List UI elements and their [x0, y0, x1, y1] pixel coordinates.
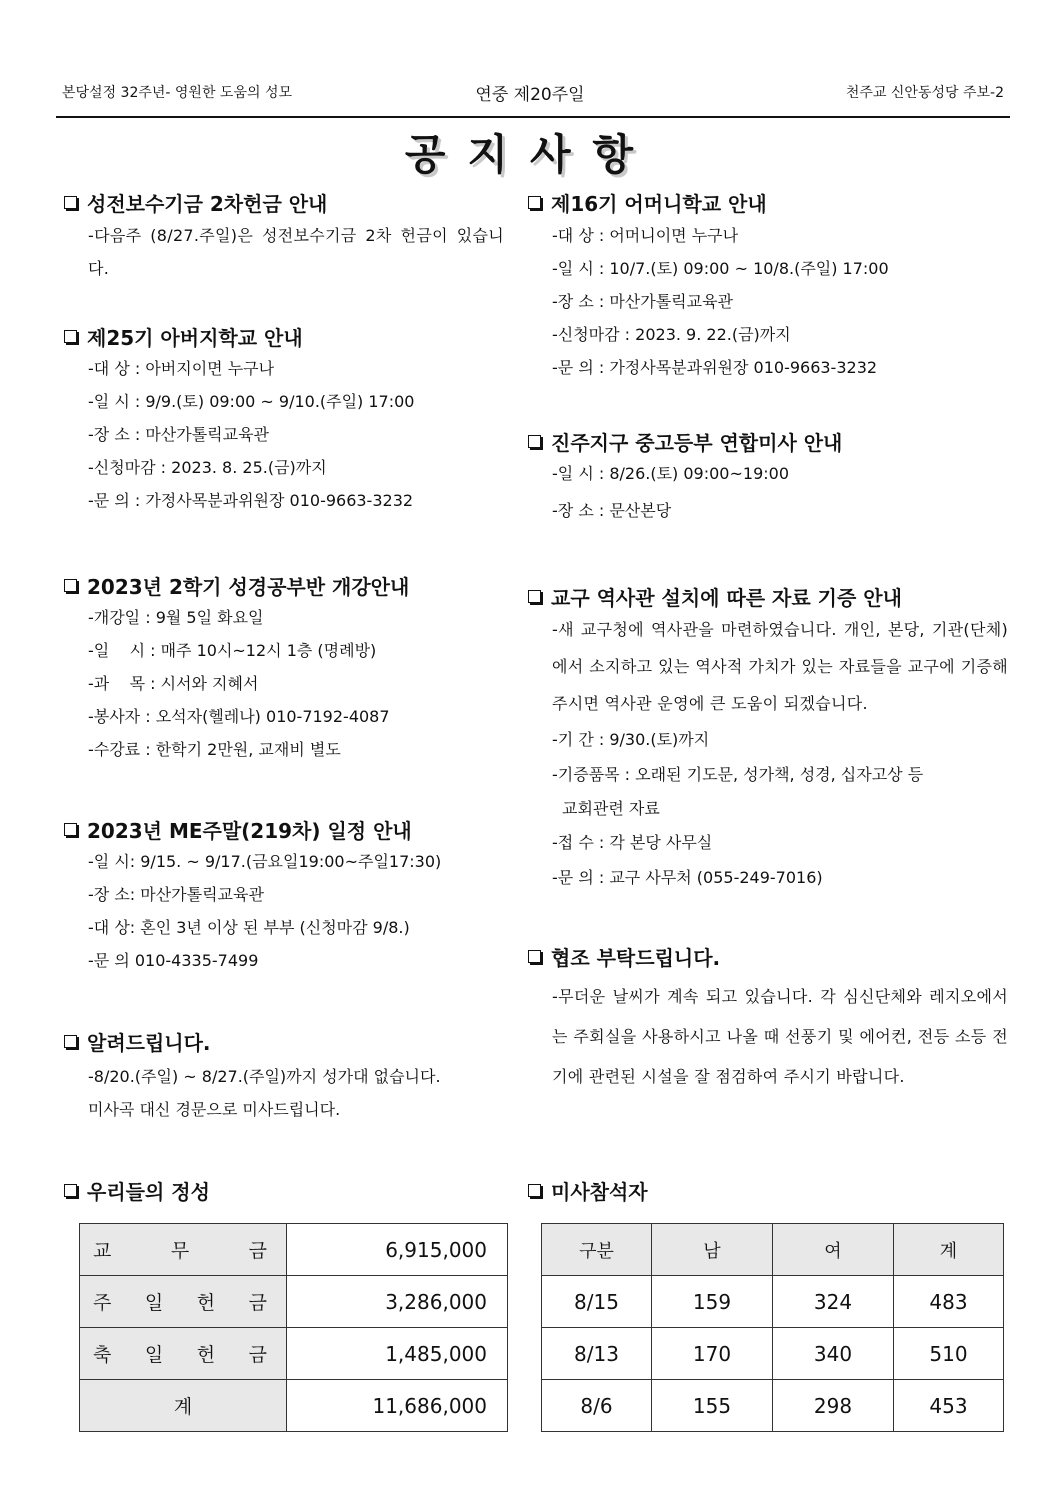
info-line: -개강일 : 9월 5일 화요일 [88, 608, 264, 627]
offering-total-value: 11,686,000 [287, 1380, 508, 1432]
table-row [542, 1380, 1004, 1432]
table-row [80, 1380, 508, 1432]
checkbox-bullet-icon [64, 196, 77, 209]
table-row [80, 1328, 508, 1380]
column-header: 여 [773, 1224, 894, 1276]
offering-value: 6,915,000 [287, 1224, 508, 1276]
table-cell: 170 [652, 1328, 773, 1380]
section-title: 제16기 어머니학교 안내 [551, 192, 767, 216]
info-line: -과 목 : 시서와 지혜서 [88, 674, 259, 693]
info-paragraph: -새 교구청에 역사관을 마련하였습니다. 개인, 본당, 기관(단체)에서 소지하고 있는 역사적 가치가 있는 자료들을 교구에 기증해 주시면 역사관 운영에 큰 도움이 되겠습니다. [552, 620, 1008, 713]
checkbox-bullet-icon [528, 1184, 541, 1197]
table-cell: 483 [894, 1276, 1004, 1328]
table-cell: 324 [773, 1276, 894, 1328]
section-title: 2023년 ME주말(219차) 일정 안내 [87, 819, 412, 843]
header-left: 본당설정 32주년- 영원한 도움의 성모 [62, 85, 293, 101]
info-line: -장 소 : 마산가톨릭교육관 [88, 425, 269, 444]
info-line: -신청마감 : 2023. 8. 25.(금)까지 [88, 458, 327, 477]
offering-total-label: 계 [80, 1380, 287, 1432]
info-line: -기 간 : 9/30.(토)까지 [552, 730, 710, 749]
info-line: -수강료 : 한학기 2만원, 교재비 별도 [88, 740, 341, 759]
checkbox-bullet-icon [64, 1184, 77, 1197]
offering-value: 1,485,000 [287, 1328, 508, 1380]
column-header: 남 [652, 1224, 773, 1276]
section-title: 알려드립니다. [87, 1031, 211, 1055]
info-line: -기증품목 : 오래된 기도문, 성가책, 성경, 십자고상 등 [552, 765, 924, 784]
info-line: -8/20.(주일) ~ 8/27.(주일)까지 성가대 없습니다. [88, 1067, 441, 1086]
section-title: 성전보수기금 2차헌금 안내 [87, 192, 328, 216]
section-me-weekend [64, 815, 504, 977]
info-line: 미사곡 대신 경문으로 미사드립니다. [88, 1100, 341, 1119]
section-archive-donation [528, 582, 1008, 895]
header-divider [56, 116, 1010, 118]
info-line: -문 의 : 교구 사무처 (055-249-7016) [552, 868, 823, 887]
info-line: -대 상 : 어머니이면 누구나 [552, 226, 739, 245]
section-youth-mass [528, 427, 1008, 530]
info-line: -문 의 010-4335-7499 [88, 951, 259, 970]
info-line: -일 시: 9/15. ~ 9/17.(금요일19:00~주일17:30) [88, 852, 442, 871]
checkbox-bullet-icon [64, 579, 77, 592]
table-cell: 340 [773, 1328, 894, 1380]
offering-label: 교 무 금 [80, 1224, 287, 1276]
checkbox-bullet-icon [528, 950, 541, 963]
section-title: 우리들의 정성 [87, 1180, 210, 1204]
table-row [542, 1276, 1004, 1328]
section-title: 제25기 아버지학교 안내 [87, 326, 303, 350]
table-cell: 8/13 [542, 1328, 652, 1380]
section-title: 2023년 2학기 성경공부반 개강안내 [87, 575, 410, 599]
info-line: -일 시 : 8/26.(토) 09:00~19:00 [552, 464, 790, 483]
info-line: -문 의 : 가정사목분과위원장 010-9663-3232 [552, 358, 878, 377]
info-line: -일 시 : 9/9.(토) 09:00 ~ 9/10.(주일) 17:00 [88, 392, 415, 411]
table-cell: 298 [773, 1380, 894, 1432]
section-father-school [64, 322, 504, 517]
table-cell: 159 [652, 1276, 773, 1328]
offering-value: 3,286,000 [287, 1276, 508, 1328]
section-body: -다음주 (8/27.주일)은 성전보수기금 2차 헌금이 있습니다. [88, 226, 504, 278]
info-line: -봉사자 : 오석자(헬레나) 010-7192-4087 [88, 707, 390, 726]
offering-label: 주 일 헌 금 [80, 1276, 287, 1328]
offering-table [79, 1223, 508, 1432]
table-cell: 8/15 [542, 1276, 652, 1328]
table-cell: 8/6 [542, 1380, 652, 1432]
table-row [542, 1328, 1004, 1380]
offering-heading [64, 1176, 210, 1205]
table-cell: 510 [894, 1328, 1004, 1380]
section-mother-school [528, 188, 1008, 384]
table-header-row [542, 1224, 1004, 1276]
info-paragraph: -무더운 날씨가 계속 되고 있습니다. 각 심신단체와 레지오에서는 주회실을 사용하시고 나올 때 선풍기 및 에어컨, 전등 소등 전기에 관련된 시설을 잘 점검하여 주시기 바랍니다. [552, 987, 1008, 1086]
info-line: -일 시 : 매주 10시~12시 1층 (명례방) [88, 641, 377, 660]
info-line: -신청마감 : 2023. 9. 22.(금)까지 [552, 325, 791, 344]
checkbox-bullet-icon [528, 196, 541, 209]
info-line: -접 수 : 각 본당 사무실 [552, 833, 713, 852]
section-title: 협조 부탁드립니다. [551, 946, 721, 970]
info-line: -문 의 : 가정사목분과위원장 010-9663-3232 [88, 491, 414, 510]
info-line: -장 소 : 마산가톨릭교육관 [552, 292, 733, 311]
section-notice [64, 1027, 504, 1126]
column-header: 구분 [542, 1224, 652, 1276]
info-line: -장 소: 마산가톨릭교육관 [88, 885, 264, 904]
checkbox-bullet-icon [528, 590, 541, 603]
section-bible-study [64, 571, 504, 766]
section-title: 교구 역사관 설치에 따른 자료 기증 안내 [551, 586, 902, 610]
table-cell: 155 [652, 1380, 773, 1432]
section-repair-fund [64, 188, 504, 285]
attendance-table [541, 1223, 1004, 1432]
info-line: -일 시 : 10/7.(토) 09:00 ~ 10/8.(주일) 17:00 [552, 259, 889, 278]
header-right: 천주교 신안동성당 주보-2 [845, 85, 1004, 101]
section-title: 진주지구 중고등부 연합미사 안내 [551, 431, 843, 455]
table-row [80, 1276, 508, 1328]
info-line: 교회관련 자료 [562, 799, 660, 818]
section-cooperation [528, 942, 1008, 1097]
attendance-heading [528, 1176, 648, 1205]
offering-label: 축 일 헌 금 [80, 1328, 287, 1380]
table-row [80, 1224, 508, 1276]
checkbox-bullet-icon [528, 435, 541, 448]
checkbox-bullet-icon [64, 823, 77, 836]
checkbox-bullet-icon [64, 1035, 77, 1048]
header-center: 연중 제20주일 [475, 85, 585, 105]
info-line: -대 상: 혼인 3년 이상 된 부부 (신청마감 9/8.) [88, 918, 410, 937]
column-header: 계 [894, 1224, 1004, 1276]
info-line: -대 상 : 아버지이면 누구나 [88, 359, 275, 378]
page-title: 공지사항 [404, 130, 656, 179]
checkbox-bullet-icon [64, 330, 77, 343]
table-cell: 453 [894, 1380, 1004, 1432]
section-title: 미사참석자 [551, 1180, 648, 1204]
info-line: -장 소 : 문산본당 [552, 501, 672, 520]
